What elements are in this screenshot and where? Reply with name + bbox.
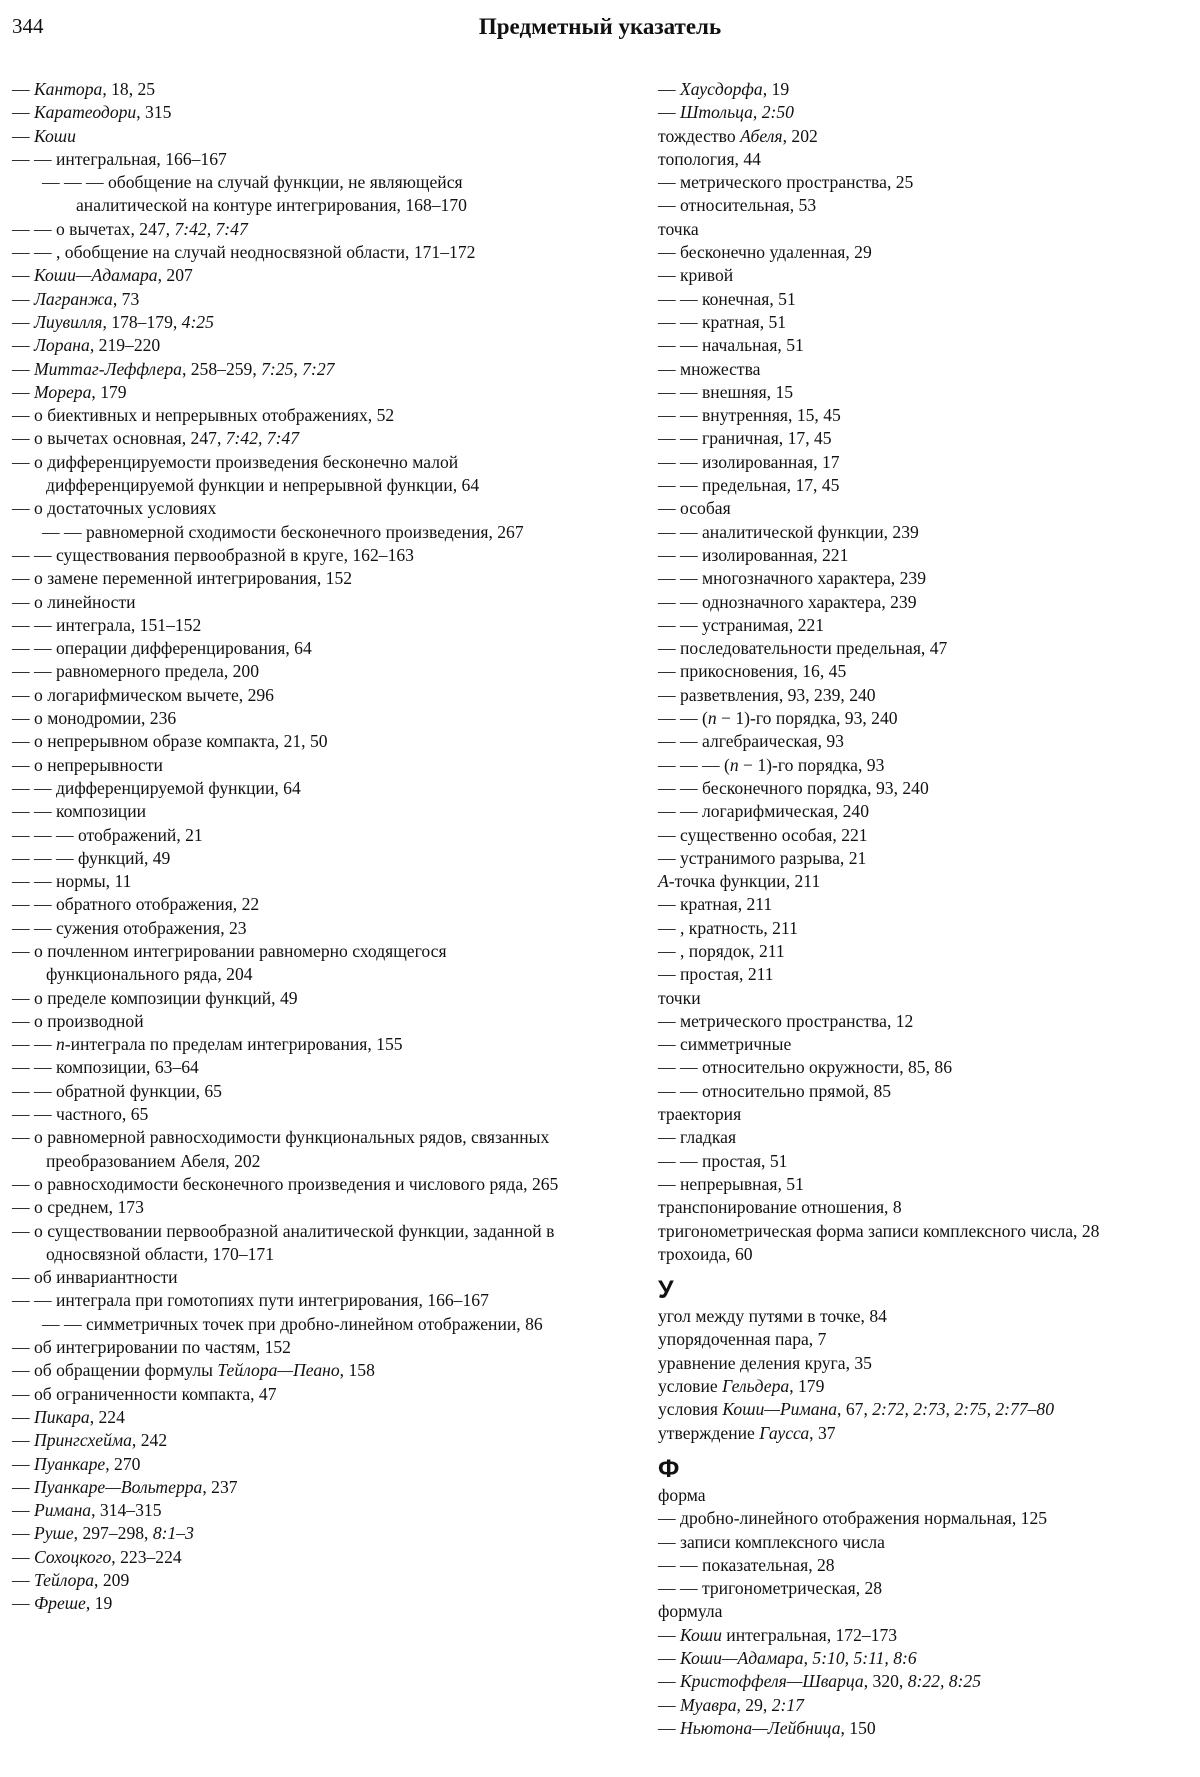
index-entry: — — существования первообразной в круге, 162–163 bbox=[12, 544, 414, 565]
page-number: 344 bbox=[12, 14, 44, 38]
index-entry: — Миттаг-Леффлера, 258–259, 7:25, 7:27 bbox=[12, 358, 335, 379]
index-entry: — относительная, 53 bbox=[658, 195, 817, 216]
index-entry: — — внутренняя, 15, 45 bbox=[658, 405, 841, 426]
index-entry: точки bbox=[658, 987, 701, 1008]
index-entry: — — показательная, 28 bbox=[658, 1554, 835, 1575]
index-entry: — Кристоффеля—Шварца, 320, 8:22, 8:25 bbox=[658, 1671, 981, 1692]
index-entry: — — n-интеграла по пределам интегрирования, 155 bbox=[12, 1034, 403, 1055]
index-entry: — о монодромии, 236 bbox=[12, 708, 177, 729]
index-entry: — — композиции, 63–64 bbox=[12, 1057, 199, 1078]
index-entry: точка bbox=[658, 218, 699, 239]
index-entry: — о вычетах основная, 247, 7:42, 7:47 bbox=[12, 428, 300, 449]
index-entry: — — обратной функции, 65 bbox=[12, 1080, 222, 1101]
index-entry: — — дифференцируемой функции, 64 bbox=[12, 777, 301, 798]
index-entry: — Коши—Адамара, 5:10, 5:11, 8:6 bbox=[658, 1648, 917, 1668]
index-entry: — о биективных и непрерывных отображениях, 52 bbox=[12, 405, 395, 426]
index-entry: — — равномерной сходимости бесконечного произведения, 267 bbox=[42, 521, 524, 542]
index-entry: — об интегрировании по частям, 152 bbox=[12, 1337, 291, 1358]
index-entry: — Коши интегральная, 172–173 bbox=[658, 1624, 898, 1645]
index-entry: — — изолированная, 17 bbox=[658, 451, 840, 472]
index-entry: — об обращении формулы Тейлора—Пеано, 158 bbox=[12, 1360, 375, 1381]
index-entry: формула bbox=[658, 1601, 723, 1622]
index-right-column bbox=[658, 78, 1190, 1740]
index-entry: — Пикара, 224 bbox=[12, 1406, 125, 1427]
index-entry: — Пуанкаре—Вольтерра, 237 bbox=[12, 1476, 238, 1497]
index-entry: — — тригонометрическая, 28 bbox=[658, 1578, 883, 1599]
index-entry: — , кратность, 211 bbox=[658, 917, 798, 938]
index-entry: — о непрерывности bbox=[12, 754, 163, 775]
running-title: Предметный указатель bbox=[478, 14, 722, 39]
index-entry: — об инвариантности bbox=[12, 1267, 178, 1288]
index-entry: упорядоченная пара, 7 bbox=[658, 1329, 827, 1350]
index-entry: — Сохоцкого, 223–224 bbox=[12, 1546, 182, 1567]
index-entry: — особая bbox=[658, 498, 731, 519]
index-entry: — метрического пространства, 25 bbox=[658, 172, 914, 193]
index-entry: — о замене переменной интегрирования, 152 bbox=[12, 568, 353, 589]
index-entry: — гладкая bbox=[658, 1127, 737, 1148]
index-entry: — о равномерной равносходимости функциональных рядов, связанных преобразованием Абеля, 202 bbox=[12, 1127, 550, 1171]
index-entry: — Штольца, 2:50 bbox=[658, 102, 794, 123]
index-entry: — множества bbox=[658, 358, 761, 379]
index-entry: — — конечная, 51 bbox=[658, 288, 796, 309]
index-entry: — Коши—Адамара, 207 bbox=[12, 265, 193, 286]
index-entry: — о почленном интегрировании равномерно сходящегося функционального ряда, 204 bbox=[12, 940, 447, 985]
index-entry: — — о вычетах, 247, 7:42, 7:47 bbox=[12, 218, 248, 239]
index-entry: условия Коши—Римана, 67, 2:72, 2:73, 2:75, 2:77–80 bbox=[658, 1399, 1055, 1420]
index-entry: — дробно-линейного отображения нормальная, 125 bbox=[658, 1508, 1048, 1529]
index-entry: — — относительно прямой, 85 bbox=[658, 1080, 892, 1101]
index-entry: тождество Абеля, 202 bbox=[658, 125, 818, 146]
index-entry: — — сужения отображения, 23 bbox=[12, 917, 247, 938]
index-entry: — — простая, 51 bbox=[658, 1150, 788, 1171]
index-entry: — — логарифмическая, 240 bbox=[658, 801, 870, 822]
index-letter-heading: Ф bbox=[658, 1454, 680, 1483]
index-entry: — — операции дифференцирования, 64 bbox=[12, 638, 312, 659]
index-entry: — Кантора, 18, 25 bbox=[12, 79, 156, 99]
index-entry: — простая, 211 bbox=[658, 964, 774, 985]
index-entry: — о непрерывном образе компакта, 21, 50 bbox=[12, 731, 328, 752]
index-entry: — Ньютона—Лейбница, 150 bbox=[658, 1717, 876, 1738]
index-entry: — Каратеодори, 315 bbox=[12, 102, 172, 123]
index-entry: — о пределе композиции функций, 49 bbox=[12, 987, 298, 1008]
index-entry: — — — функций, 49 bbox=[12, 847, 171, 868]
index-letter-heading: У bbox=[658, 1276, 674, 1305]
index-entry: — записи комплексного числа bbox=[658, 1531, 885, 1552]
index-entry: условие Гельдера, 179 bbox=[658, 1376, 825, 1397]
index-entry: — Руше, 297–298, 8:1–3 bbox=[12, 1523, 194, 1544]
index-entry: — Морера, 179 bbox=[12, 381, 127, 402]
index-entry: — — относительно окружности, 85, 86 bbox=[658, 1057, 952, 1078]
index-entry: — — алгебраическая, 93 bbox=[658, 731, 844, 752]
index-entry: — о достаточных условиях bbox=[12, 498, 217, 519]
index-entry: — Лиувилля, 178–179, 4:25 bbox=[12, 311, 214, 332]
index-entry: — о равносходимости бесконечного произведения и числового ряда, 265 bbox=[12, 1173, 559, 1194]
index-entry: — — кратная, 51 bbox=[658, 311, 787, 332]
index-entry: — о дифференцируемости произведения бесконечно малой дифференцируемой функции и непрерывной функции, 64 bbox=[12, 451, 480, 496]
index-entry: — — граничная, 17, 45 bbox=[658, 428, 832, 449]
index-entry: угол между путями в точке, 84 bbox=[658, 1306, 887, 1327]
index-entry: — — интегральная, 166–167 bbox=[12, 148, 227, 169]
index-entry: топология, 44 bbox=[658, 148, 761, 169]
index-entry: — — интеграла при гомотопиях пути интегрирования, 166–167 bbox=[12, 1290, 489, 1311]
index-entry: A-точка функции, 211 bbox=[658, 871, 821, 892]
index-entry: — — — отображений, 21 bbox=[12, 824, 203, 845]
index-entry: — — (n − 1)-го порядка, 93, 240 bbox=[658, 708, 898, 729]
index-entry: уравнение деления круга, 35 bbox=[658, 1352, 872, 1373]
index-entry: — Прингсхейма, 242 bbox=[12, 1430, 168, 1451]
index-entry: траектория bbox=[658, 1104, 742, 1125]
index-entry: — симметричные bbox=[658, 1034, 792, 1055]
index-entry: — Коши bbox=[12, 125, 76, 146]
index-entry: — метрического пространства, 12 bbox=[658, 1010, 914, 1031]
index-entry: — Хаусдорфа, 19 bbox=[658, 79, 790, 99]
index-entry: — об ограниченности компакта, 47 bbox=[12, 1383, 277, 1404]
index-entry: — — аналитической функции, 239 bbox=[658, 521, 919, 542]
index-entry: транспонирование отношения, 8 bbox=[658, 1197, 902, 1218]
index-entry: — кривой bbox=[658, 265, 734, 286]
index-entry: — — — обобщение на случай функции, не являющейся аналитической на контуре интегрирования, 168–170 bbox=[42, 172, 467, 216]
index-entry: трохоида, 60 bbox=[658, 1243, 753, 1264]
index-entry: — Лагранжа, 73 bbox=[12, 288, 140, 309]
index-entry: — о среднем, 173 bbox=[12, 1197, 144, 1218]
index-entry: — о линейности bbox=[12, 591, 136, 612]
index-entry: — — композиции bbox=[12, 801, 147, 822]
index-entry: — , порядок, 211 bbox=[658, 940, 785, 961]
index-entry: — Лорана, 219–220 bbox=[12, 335, 161, 356]
index-entry: — непрерывная, 51 bbox=[658, 1173, 804, 1194]
index-entry: — — симметричных точек при дробно-линейном отображении, 86 bbox=[42, 1313, 543, 1334]
index-entry: — о производной bbox=[12, 1010, 144, 1031]
index-entry: — — предельная, 17, 45 bbox=[658, 475, 840, 496]
index-entry: — — частного, 65 bbox=[12, 1104, 149, 1125]
index-entry: — — интеграла, 151–152 bbox=[12, 614, 202, 635]
index-entry: — последовательности предельная, 47 bbox=[658, 638, 948, 659]
index-left-column bbox=[12, 78, 567, 1616]
index-entry: — о существовании первообразной аналитической функции, заданной в односвязной области, 170–171 bbox=[12, 1220, 555, 1264]
index-entry: — Римана, 314–315 bbox=[12, 1500, 162, 1521]
index-entry: утверждение Гаусса, 37 bbox=[658, 1422, 836, 1443]
index-entry: — — многозначного характера, 239 bbox=[658, 568, 926, 589]
index-entry: — разветвления, 93, 239, 240 bbox=[658, 684, 876, 705]
index-entry: — — , обобщение на случай неодносвязной области, 171–172 bbox=[12, 242, 476, 263]
index-entry: — устранимого разрыва, 21 bbox=[658, 847, 867, 868]
index-entry: — — бесконечного порядка, 93, 240 bbox=[658, 777, 929, 798]
index-entry: — — нормы, 11 bbox=[12, 871, 132, 892]
index-entry: форма bbox=[658, 1484, 706, 1505]
index-entry: — — равномерного предела, 200 bbox=[12, 661, 260, 682]
index-entry: — существенно особая, 221 bbox=[658, 824, 868, 845]
index-entry: — о логарифмическом вычете, 296 bbox=[12, 684, 274, 705]
page-header bbox=[0, 14, 1200, 54]
index-entry: — прикосновения, 16, 45 bbox=[658, 661, 847, 682]
index-entry: — — обратного отображения, 22 bbox=[12, 894, 260, 915]
index-entry: — кратная, 211 bbox=[658, 894, 773, 915]
index-entry: — — изолированная, 221 bbox=[658, 544, 849, 565]
index-entry: — Тейлора, 209 bbox=[12, 1570, 130, 1590]
index-entry: — Муавра, 29, 2:17 bbox=[658, 1694, 804, 1715]
index-entry: — Фреше, 19 bbox=[12, 1593, 113, 1614]
index-entry: — бесконечно удаленная, 29 bbox=[658, 242, 872, 263]
index-entry: — — — (n − 1)-го порядка, 93 bbox=[658, 754, 885, 775]
index-entry: — — внешняя, 15 bbox=[658, 381, 794, 402]
index-entry: — — устранимая, 221 bbox=[658, 614, 825, 635]
index-entry: — Пуанкаре, 270 bbox=[12, 1453, 141, 1474]
index-entry: — — однозначного характера, 239 bbox=[658, 591, 917, 612]
index-entry: тригонометрическая форма записи комплексного числа, 28 bbox=[658, 1220, 1100, 1241]
index-entry: — — начальная, 51 bbox=[658, 335, 804, 356]
